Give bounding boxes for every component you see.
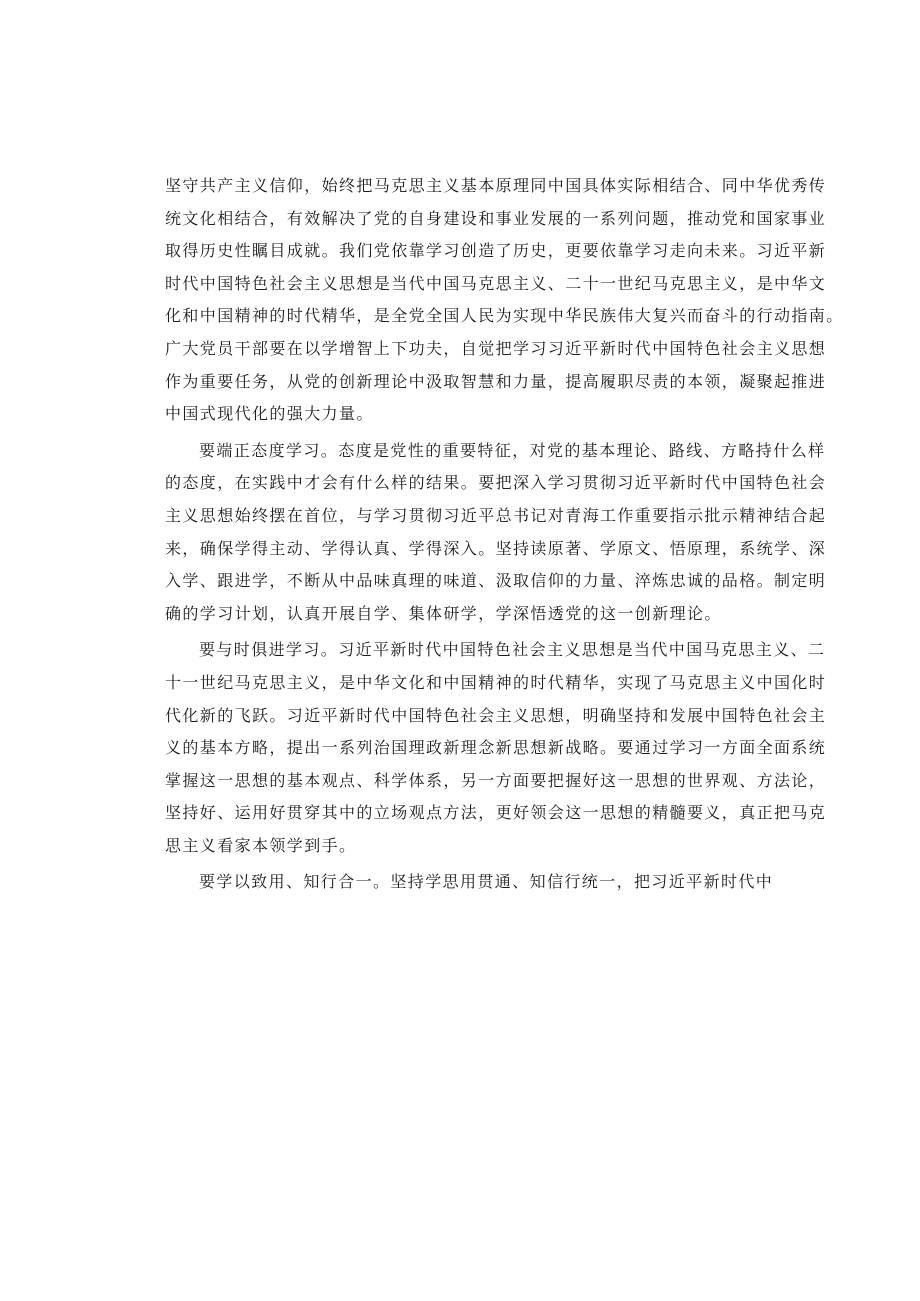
text-line: 化和中国精神的时代精华，是全党全国人民为实现中华民族伟大复兴而奋斗的行动指南。 [165,306,844,326]
text-line: 思主义看家本领学到手。 [165,835,357,855]
text-line: 要与时俱进学习。习近平新时代中国特色社会主义思想是当代中国马克思主义、二 [199,640,826,660]
text-line: 时代中国特色社会主义思想是当代中国马克思主义、二十一世纪马克思主义，是中华文 [165,273,827,293]
text-line: 掌握这一思想的基本观点、科学体系，另一方面要把握好这一思想的世界观、方法论， [165,770,827,790]
paragraph-1 [165,170,844,431]
paragraph-2 [165,435,827,631]
text-line: 的态度，在实践中才会有什么样的结果。要把深入学习贯彻习近平新时代中国特色社会 [165,473,827,493]
text-line: 要端正态度学习。态度是党性的重要特征，对党的基本理论、路线、方略持什么样 [199,440,826,460]
text-line: 取得历史性瞩目成就。我们党依靠学习创造了历史，更要依靠学习走向未来。习近平新 [165,241,827,261]
text-line: 代化新的飞跃。习近平新时代中国特色社会主义思想，明确坚持和发展中国特色社会主 [165,705,827,725]
text-line: 确的学习计划，认真开展自学、集体研学，学深悟透党的这一创新理论。 [165,603,722,623]
text-line: 中国式现代化的强大力量。 [165,404,374,424]
text-line: 义的基本方略，提出一系列治国理政新理念新思想新战略。要通过学习一方面全面系统 [165,738,827,758]
paragraph-4 [165,866,774,899]
paragraph-3 [165,634,827,862]
document-body [165,170,844,899]
text-line: 统文化相结合，有效解决了党的自身建设和事业发展的一系列问题，推动党和国家事业 [165,208,827,228]
text-line: 广大党员干部要在以学增智上下功夫，自觉把学习习近平新时代中国特色社会主义思想 [165,338,827,358]
text-line: 要学以致用、知行合一。坚持学思用贯通、知信行统一，把习近平新时代中 [199,872,774,892]
text-line: 坚持好、运用好贯穿其中的立场观点方法，更好领会这一思想的精髓要义，真正把马克 [165,803,827,823]
text-line: 坚守共产主义信仰，始终把马克思主义基本原理同中国具体实际相结合、同中华优秀传 [165,176,827,195]
text-line: 十一世纪马克思主义，是中华文化和中国精神的时代精华，实现了马克思主义中国化时 [165,672,827,692]
text-line: 来，确保学得主动、学得认真、学得深入。坚持读原著、学原文、悟原理，系统学、深 [165,538,827,558]
text-line: 作为重要任务，从党的创新理论中汲取智慧和力量，提高履职尽责的本领，凝聚起推进 [165,371,827,391]
text-line: 入学、跟进学，不断从中品味真理的味道、汲取信仰的力量、淬炼忠诚的品格。制定明 [165,571,827,591]
text-line: 主义思想始终摆在首位，与学习贯彻习近平总书记对青海工作重要指示批示精神结合起 [165,505,827,525]
